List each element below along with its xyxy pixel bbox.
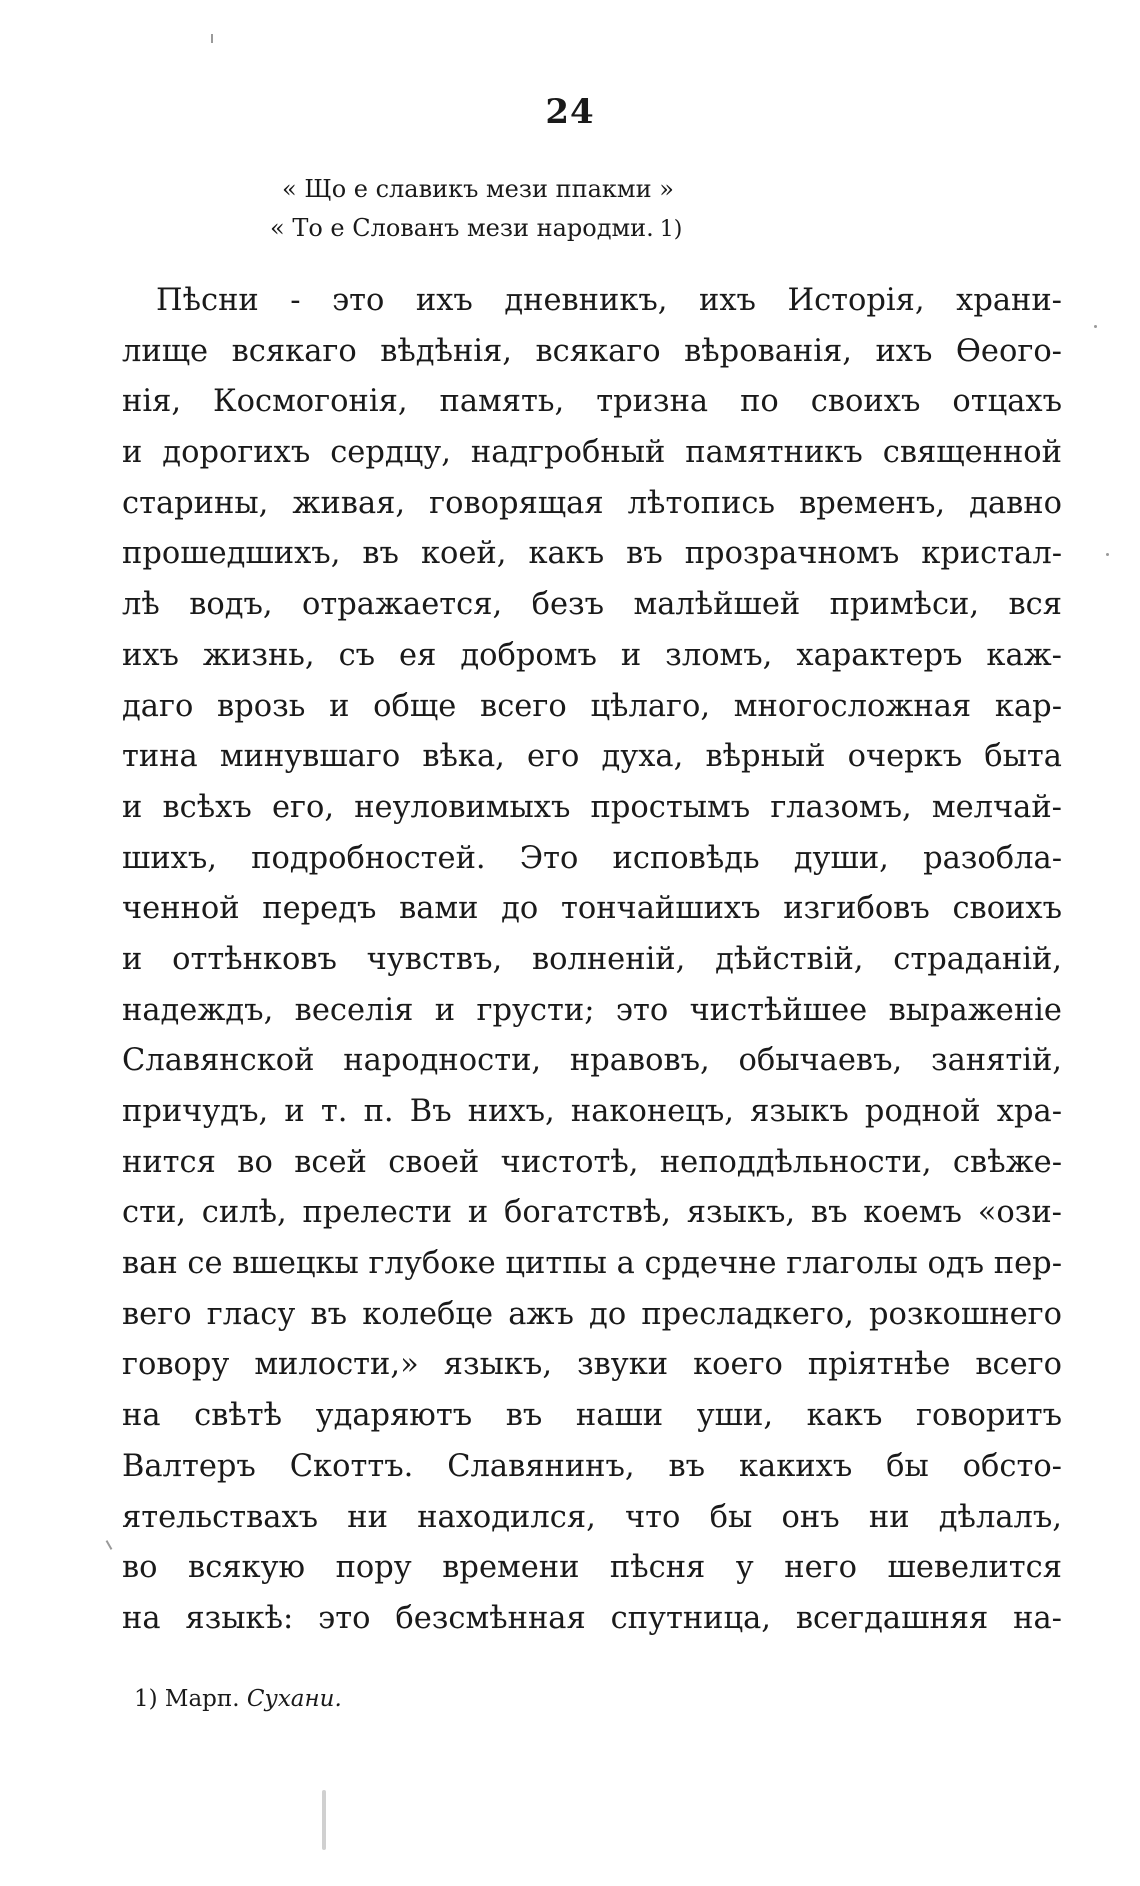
footnote-reference: 1) (659, 217, 683, 242)
text-line: и всѣхъ его, неуловимыхъ простымъ глазомъ, мелчай- (122, 789, 1062, 825)
epigraph-line: « Що е славикъ мези ппакми » (282, 175, 674, 203)
text-line: даго врозь и обще всего цѣлаго, многосложная кар- (122, 688, 1062, 724)
text-line: говору милости,» языкъ, звуки коего пріятнѣе всего (122, 1347, 1062, 1383)
text-line: Валтеръ Скоттъ. Славянинъ, въ какихъ бы обсто- (122, 1448, 1062, 1484)
text-line: причудъ, и т. п. Въ нихъ, наконецъ, языкъ родной хра- (122, 1094, 1062, 1129)
text-line: ван се вшецкы глубоке цитпы а срдечне глаголы одъ пер- (122, 1246, 1062, 1282)
text-line: шихъ, подробностей. Это исповѣдь души, разобла- (122, 840, 1062, 876)
text-line: и дорогихъ сердцу, надгробный памятникъ священной (122, 435, 1062, 471)
text-line: и оттѣнковъ чувствъ, волненій, дѣйствій, страданій, (122, 941, 1062, 977)
text-line: Славянской народности, нравовъ, обычаевъ, занятій, (122, 1043, 1062, 1079)
text-line: нія, Космогонія, память, тризна по своихъ отцахъ (122, 384, 1062, 420)
scan-speck (1106, 553, 1109, 556)
text-line: на языкѣ: это безсмѣнная спутница, всегдашняя на- (122, 1600, 1062, 1636)
footnote-author: Марп. (164, 1686, 240, 1712)
scan-speck (211, 34, 213, 43)
text-line: ятельствахъ ни находился, что бы онъ ни дѣлалъ, (122, 1499, 1062, 1535)
epigraph-line (270, 209, 870, 249)
text-line: ченной передъ вами до тончайшихъ изгибовъ своихъ (122, 891, 1062, 927)
scan-speck (106, 1540, 113, 1550)
text-line: надеждъ, веселія и грусти; это чистѣйшее выраженіе (122, 992, 1062, 1028)
epigraph (270, 170, 870, 249)
text-line: прошедшихъ, въ коей, какъ въ прозрачномъ кристал- (122, 536, 1062, 572)
text-line: тина минувшаго вѣка, его духа, вѣрный очеркъ быта (122, 739, 1062, 775)
footnote-source: Сухани. (246, 1686, 342, 1712)
text-line: вего гласу въ колебце ажъ до пресладкего, розкошнего (122, 1296, 1062, 1332)
epigraph-line-text: « То е Слованъ мези народми. (270, 214, 654, 242)
footnote-ref: 1) (134, 1686, 158, 1712)
text-line: на свѣтѣ ударяютъ въ наши уши, какъ говоритъ (122, 1398, 1062, 1434)
text-line: ихъ жизнь, съ ея добромъ и зломъ, характеръ каж- (122, 637, 1062, 673)
text-line: нится во всей своей чистотѣ, неподдѣльности, свѣже- (122, 1144, 1062, 1180)
text-line: лище всякаго вѣдѣнія, всякаго вѣрованія, ихъ Ѳеого- (122, 333, 1062, 369)
scan-speck (1094, 325, 1097, 328)
body-text (122, 276, 1062, 1645)
text-line: лѣ водъ, отражается, безъ малѣйшей примѣси, вся (122, 587, 1062, 623)
text-line: старины, живая, говорящая лѣтопись временъ, давно (122, 485, 1062, 521)
scan-smudge (322, 1790, 326, 1850)
text-line: во всякую пору времени пѣсня у него шевелится (122, 1550, 1062, 1586)
footnote (134, 1686, 342, 1712)
text-line: сти, силѣ, прелести и богатствѣ, языкъ, въ коемъ «ози- (122, 1195, 1062, 1231)
text-line: Пѣсни - это ихъ дневникъ, ихъ Исторія, храни- (156, 283, 1062, 318)
page-number: 24 (545, 92, 595, 132)
